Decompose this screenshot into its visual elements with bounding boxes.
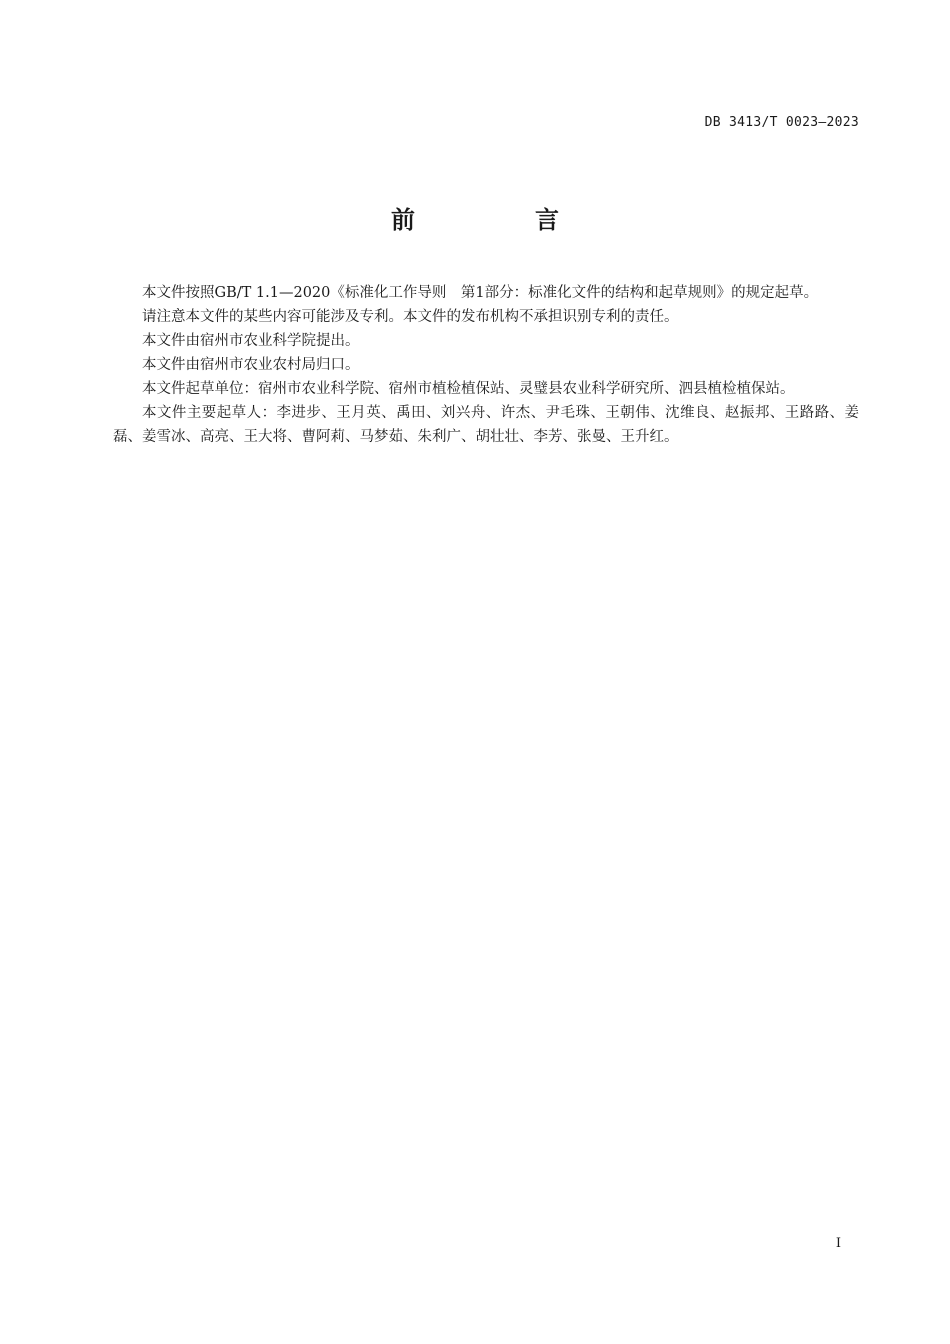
foreword-body bbox=[113, 281, 859, 449]
document-code: DB 3413/T 0023—2023 bbox=[704, 115, 859, 130]
paragraph-drafting-units: 本文件起草单位：宿州市农业科学院、宿州市植检植保站、灵璧县农业科学研究所、泗县植检植保站。 bbox=[142, 381, 795, 397]
page-number: I bbox=[835, 1236, 841, 1251]
paragraph-administrator: 本文件由宿州市农业农村局归口。 bbox=[142, 357, 360, 373]
paragraph-drafting-rules: 本文件按照GB/T 1.1—2020《标准化工作导则 第1部分：标准化文件的结构和起草规则》的规定起草。 bbox=[142, 285, 819, 301]
paragraph-patent-notice: 请注意本文件的某些内容可能涉及专利。本文件的发布机构不承担识别专利的责任。 bbox=[142, 309, 679, 325]
page-title: 前 言 bbox=[391, 206, 607, 234]
paragraph-drafters: 本文件主要起草人：李进步、王月英、禹田、刘兴舟、许杰、尹毛珠、王朝伟、沈维良、赵振邦、王路路、姜磊、姜雪冰、高亮、王大将、曹阿莉、马梦茹、朱利广、胡壮壮、李芳、张曼、王升红。 bbox=[113, 405, 859, 445]
paragraph-proposer: 本文件由宿州市农业科学院提出。 bbox=[142, 333, 360, 349]
